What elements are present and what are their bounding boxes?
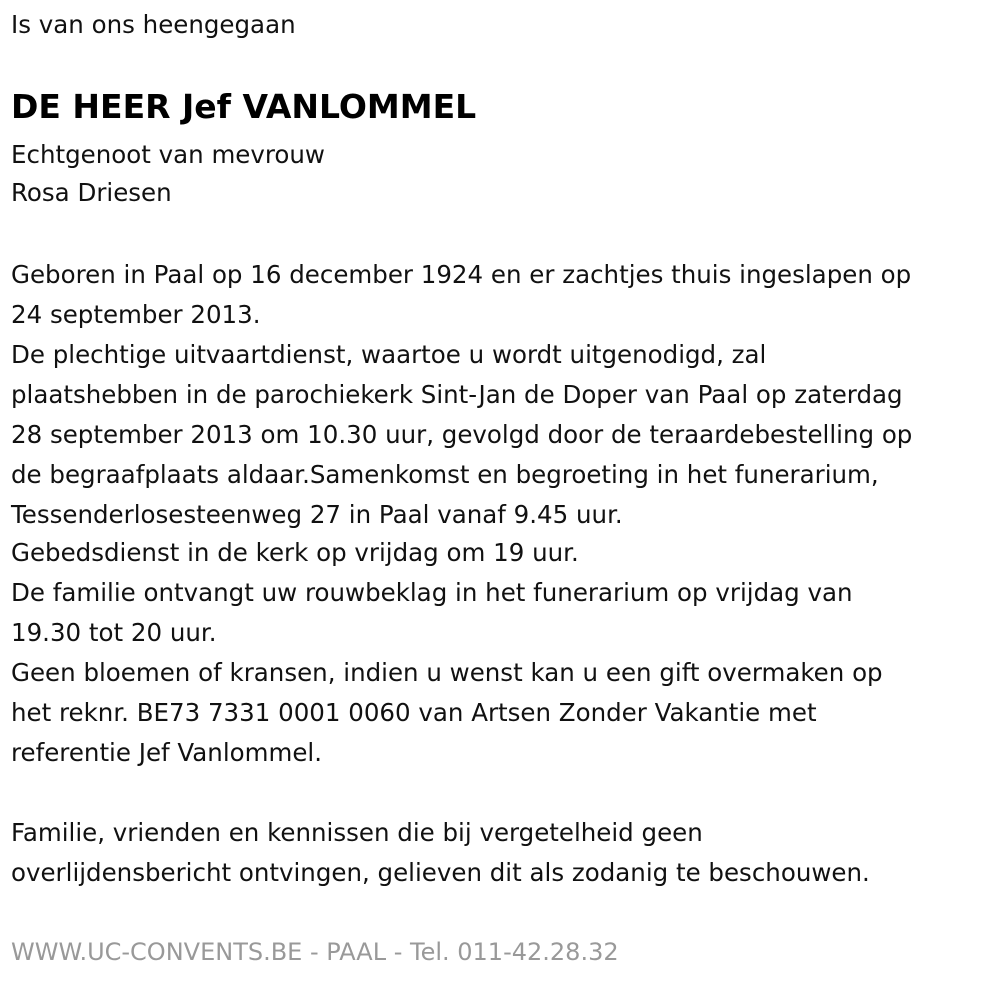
closing-line: Familie, vrienden en kennissen die bij vergetelheid geen bbox=[11, 818, 703, 847]
body-line: Geen bloemen of kransen, indien u wenst kan u een gift overmaken op bbox=[11, 658, 883, 687]
body-line: De plechtige uitvaartdienst, waartoe u wordt uitgenodigd, zal bbox=[11, 340, 767, 369]
body-line: referentie Jef Vanlommel. bbox=[11, 738, 323, 767]
footer-contact: WWW.UC-CONVENTS.BE - PAAL - Tel. 011-42.28.32 bbox=[11, 938, 619, 966]
body-line: Tessenderlosesteenweg 27 in Paal vanaf 9.45 uur. bbox=[11, 500, 623, 529]
intro-text: Is van ons heengegaan bbox=[11, 10, 296, 39]
body-line: het reknr. BE73 7331 0001 0060 van Artsen Zonder Vakantie met bbox=[11, 698, 817, 727]
body-line: Gebedsdienst in de kerk op vrijdag om 19 uur. bbox=[11, 538, 579, 567]
body-line: 24 september 2013. bbox=[11, 300, 261, 329]
spouse-name: Rosa Driesen bbox=[11, 178, 172, 207]
body-line: Geboren in Paal op 16 december 1924 en er zachtjes thuis ingeslapen op bbox=[11, 260, 912, 289]
body-line: 28 september 2013 om 10.30 uur, gevolgd door de teraardebestelling op bbox=[11, 420, 913, 449]
body-line: de begraafplaats aldaar.Samenkomst en begroeting in het funerarium, bbox=[11, 460, 879, 489]
body-line: 19.30 tot 20 uur. bbox=[11, 618, 217, 647]
closing-line: overlijdensbericht ontvingen, gelieven dit als zodanig te beschouwen. bbox=[11, 858, 870, 887]
deceased-name-title: DE HEER Jef VANLOMMEL bbox=[11, 87, 477, 126]
spouse-line: Echtgenoot van mevrouw bbox=[11, 140, 325, 169]
body-line: De familie ontvangt uw rouwbeklag in het funerarium op vrijdag van bbox=[11, 578, 853, 607]
body-line: plaatshebben in de parochiekerk Sint-Jan de Doper van Paal op zaterdag bbox=[11, 380, 903, 409]
